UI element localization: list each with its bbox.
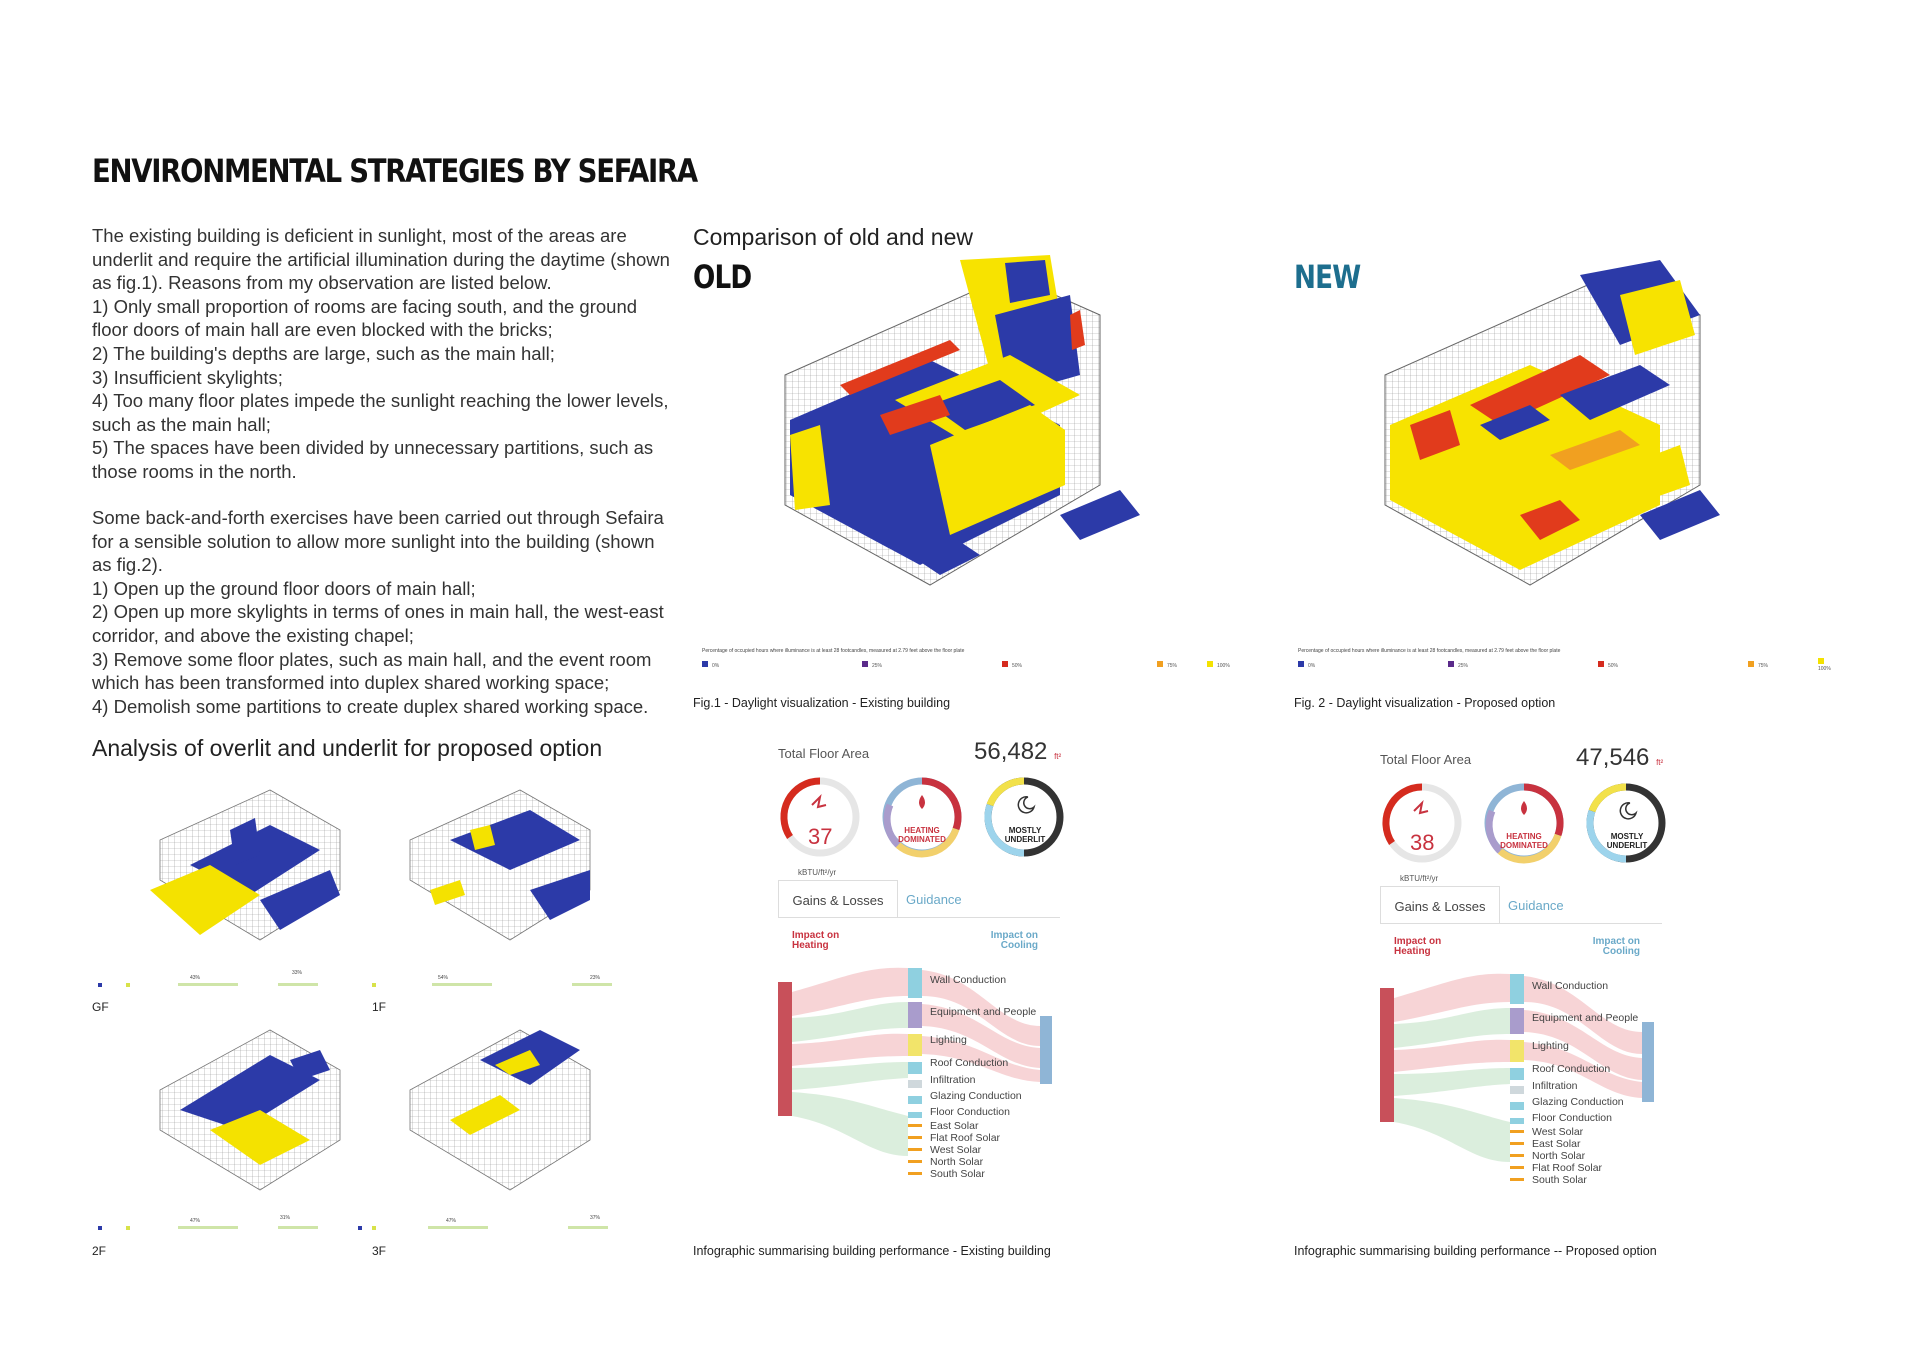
impact-heating-label: Impact on Heating xyxy=(792,930,840,951)
floor-1f-diagram xyxy=(410,790,590,940)
infographic-proposed xyxy=(1380,746,1680,1266)
intro-line: underlit and require the artificial illumination during the daytime (shown xyxy=(92,248,670,270)
sankey-item: Floor Conduction xyxy=(930,1106,1010,1118)
intro-line: 2) The building's depths are large, such as the main hall; xyxy=(92,342,555,364)
sankey-item: Roof Conduction xyxy=(1532,1063,1611,1075)
new-legend-note: Percentage of occupied hours where illuminance is at least 28 footcandles, measured at 2.79 feet above the floor plate xyxy=(1298,648,1561,654)
sankey-item: Flat Roof Solar xyxy=(930,1132,1001,1144)
intro-line: as fig.1). Reasons from my observation are listed below. xyxy=(92,272,552,294)
floor-area-value: 47,546 ft² xyxy=(1576,744,1664,771)
existing-sankey xyxy=(778,956,1078,1256)
sankey-item: Wall Conduction xyxy=(930,974,1007,986)
sankey-item: Wall Conduction xyxy=(1532,980,1609,992)
infographic-existing-caption: Infographic summarising building performance - Existing building xyxy=(693,1244,1051,1258)
solution-line: Some back-and-forth exercises have been carried out through Sefaira xyxy=(92,507,664,528)
floor-3f-diagram xyxy=(410,1030,590,1190)
floor-area-label: Total Floor Area xyxy=(1380,752,1472,767)
solution-line: as fig.2). xyxy=(92,554,163,576)
solution-paragraph xyxy=(92,506,664,718)
sankey-item: North Solar xyxy=(930,1156,984,1168)
underlit-label: MOSTLY UNDERLIT xyxy=(1606,832,1648,850)
solution-line: for a sensible solution to allow more sunlight into the building (shown xyxy=(92,530,655,552)
comparison-title: Comparison of old and new xyxy=(693,224,973,250)
intro-line: 5) The spaces have been divided by unnecessary partitions, such as xyxy=(92,437,654,459)
sankey-item: West Solar xyxy=(930,1144,982,1156)
floor-gf-legend xyxy=(98,970,318,993)
heating-label: HEATING DOMINATED xyxy=(1500,832,1548,850)
sankey-item: Glazing Conduction xyxy=(1532,1096,1624,1108)
old-daylight-model xyxy=(780,255,1250,595)
intro-line: such as the main hall; xyxy=(92,413,271,435)
sankey-item: Infiltration xyxy=(930,1074,976,1086)
new-label: NEW xyxy=(1294,258,1361,296)
intro-line: The existing building is deficient in sunlight, most of the areas are xyxy=(92,225,627,246)
floor-gf-right-pct: 33% xyxy=(292,970,303,976)
floor-1f-label: 1F xyxy=(372,1000,387,1014)
floor-area-value: 56,482 ft² xyxy=(974,738,1062,765)
legend-stop-75: 75% xyxy=(1157,661,1177,669)
old-label: OLD xyxy=(693,258,752,296)
floor-gf-label: GF xyxy=(92,1000,109,1014)
new-daylight-legend xyxy=(1298,648,1838,670)
floor-analysis-figures xyxy=(120,770,640,1270)
legend-stop-25: 25% xyxy=(1448,661,1468,669)
legend-stop-100: 100% xyxy=(1207,661,1230,669)
analysis-title: Analysis of overlit and underlit for proposed option xyxy=(92,735,603,761)
solution-line: 1) Open up the ground floor doors of main hall; xyxy=(92,577,476,599)
eui-value: 38 xyxy=(1410,830,1435,855)
sankey-item: North Solar xyxy=(1532,1150,1586,1162)
sankey-item: East Solar xyxy=(930,1120,979,1132)
floor-3f-left-pct: 47% xyxy=(446,1218,457,1224)
old-legend-note: Percentage of occupied hours where illuminance is at least 28 footcandles, measured at 2.79 feet above the floor plate xyxy=(702,648,965,654)
tab-gains-losses[interactable]: Gains & Losses xyxy=(778,880,898,917)
solution-line: 2) Open up more skylights in terms of ones in main hall, the west-east xyxy=(92,601,664,623)
fig1-caption: Fig.1 - Daylight visualization - Existing building xyxy=(693,696,951,710)
heating-label: HEATING DOMINATED xyxy=(898,826,946,844)
impact-cooling-label: Impact on Cooling xyxy=(1592,936,1640,957)
infographic-proposed-caption: Infographic summarising building performance -- Proposed option xyxy=(1294,1244,1657,1258)
tab-guidance[interactable]: Guidance xyxy=(1508,898,1564,913)
floor-3f-label: 3F xyxy=(372,1244,387,1258)
floor-2f-legend xyxy=(98,1215,318,1236)
page-title: ENVIRONMENTAL STRATEGIES BY SEFAIRA xyxy=(92,152,697,190)
infographic-existing xyxy=(778,740,1078,1260)
floor-area-label: Total Floor Area xyxy=(778,746,870,761)
tab-guidance[interactable]: Guidance xyxy=(906,892,962,907)
new-daylight-model xyxy=(1380,255,1830,595)
sankey-item: Equipment and People xyxy=(930,1006,1037,1018)
legend-stop-25: 25% xyxy=(862,661,882,669)
intro-line: 4) Too many floor plates impede the sunlight reaching the lower levels, xyxy=(92,390,669,412)
floor-2f-right-pct: 31% xyxy=(280,1215,291,1221)
sankey-item: West Solar xyxy=(1532,1126,1584,1138)
sankey-item: Roof Conduction xyxy=(930,1057,1009,1069)
sankey-item: Infiltration xyxy=(1532,1080,1578,1092)
intro-line: those rooms in the north. xyxy=(92,460,297,482)
sankey-item: Floor Conduction xyxy=(1532,1112,1612,1124)
sankey-item: Equipment and People xyxy=(1532,1012,1639,1024)
sankey-item: Lighting xyxy=(1532,1040,1569,1052)
solution-line: corridor, and above the existing chapel; xyxy=(92,624,414,646)
proposed-sankey xyxy=(1380,962,1680,1262)
sankey-item: East Solar xyxy=(1532,1138,1581,1150)
legend-stop-100: 100% xyxy=(1818,658,1838,672)
tab-gains-losses[interactable]: Gains & Losses xyxy=(1380,886,1500,923)
floor-3f-right-pct: 37% xyxy=(590,1215,601,1221)
tab-divider xyxy=(1380,923,1662,924)
impact-cooling-label: Impact on Cooling xyxy=(990,930,1038,951)
legend-stop-50: 50% xyxy=(1598,661,1618,669)
impact-heating-label: Impact on Heating xyxy=(1394,936,1442,957)
legend-stop-50: 50% xyxy=(1002,661,1022,669)
solution-line: which has been transformed into duplex shared working space; xyxy=(92,672,610,694)
sankey-item: Lighting xyxy=(930,1034,967,1046)
floor-gf-left-pct: 43% xyxy=(190,975,201,981)
eui-unit: kBTU/ft²/yr xyxy=(798,868,837,877)
solution-line: 4) Demolish some partitions to create duplex shared working space. xyxy=(92,695,649,717)
sankey-item: Flat Roof Solar xyxy=(1532,1162,1603,1174)
eui-unit: kBTU/ft²/yr xyxy=(1400,874,1439,883)
floor-1f-left-pct: 54% xyxy=(438,975,449,981)
floor-gf-diagram xyxy=(150,790,340,940)
underlit-label: MOSTLY UNDERLIT xyxy=(1004,826,1046,844)
legend-stop-0: 0% xyxy=(1298,661,1315,669)
old-daylight-legend xyxy=(702,648,1242,670)
floor-2f-diagram xyxy=(160,1030,340,1190)
legend-stop-0: 0% xyxy=(702,661,719,669)
solution-line: 3) Remove some floor plates, such as main hall, and the event room xyxy=(92,648,652,670)
floor-3f-legend xyxy=(358,1215,618,1236)
sankey-item: Glazing Conduction xyxy=(930,1090,1022,1102)
floor-2f-left-pct: 47% xyxy=(190,1218,201,1224)
intro-line: 1) Only small proportion of rooms are facing south, and the ground xyxy=(92,295,638,317)
legend-stop-75: 75% xyxy=(1748,661,1768,669)
intro-line: floor doors of main hall are even blocked with the bricks; xyxy=(92,319,553,341)
floor-1f-legend xyxy=(372,975,622,993)
eui-value: 37 xyxy=(808,824,833,849)
floor-2f-label: 2F xyxy=(92,1244,107,1258)
sankey-item: South Solar xyxy=(1532,1174,1587,1186)
tab-divider xyxy=(778,917,1060,918)
floor-1f-right-pct: 23% xyxy=(590,975,601,981)
fig2-caption: Fig. 2 - Daylight visualization - Proposed option xyxy=(1294,696,1556,710)
sankey-item: South Solar xyxy=(930,1168,985,1180)
intro-paragraph xyxy=(92,224,670,484)
intro-line: 3) Insufficient skylights; xyxy=(92,366,283,388)
